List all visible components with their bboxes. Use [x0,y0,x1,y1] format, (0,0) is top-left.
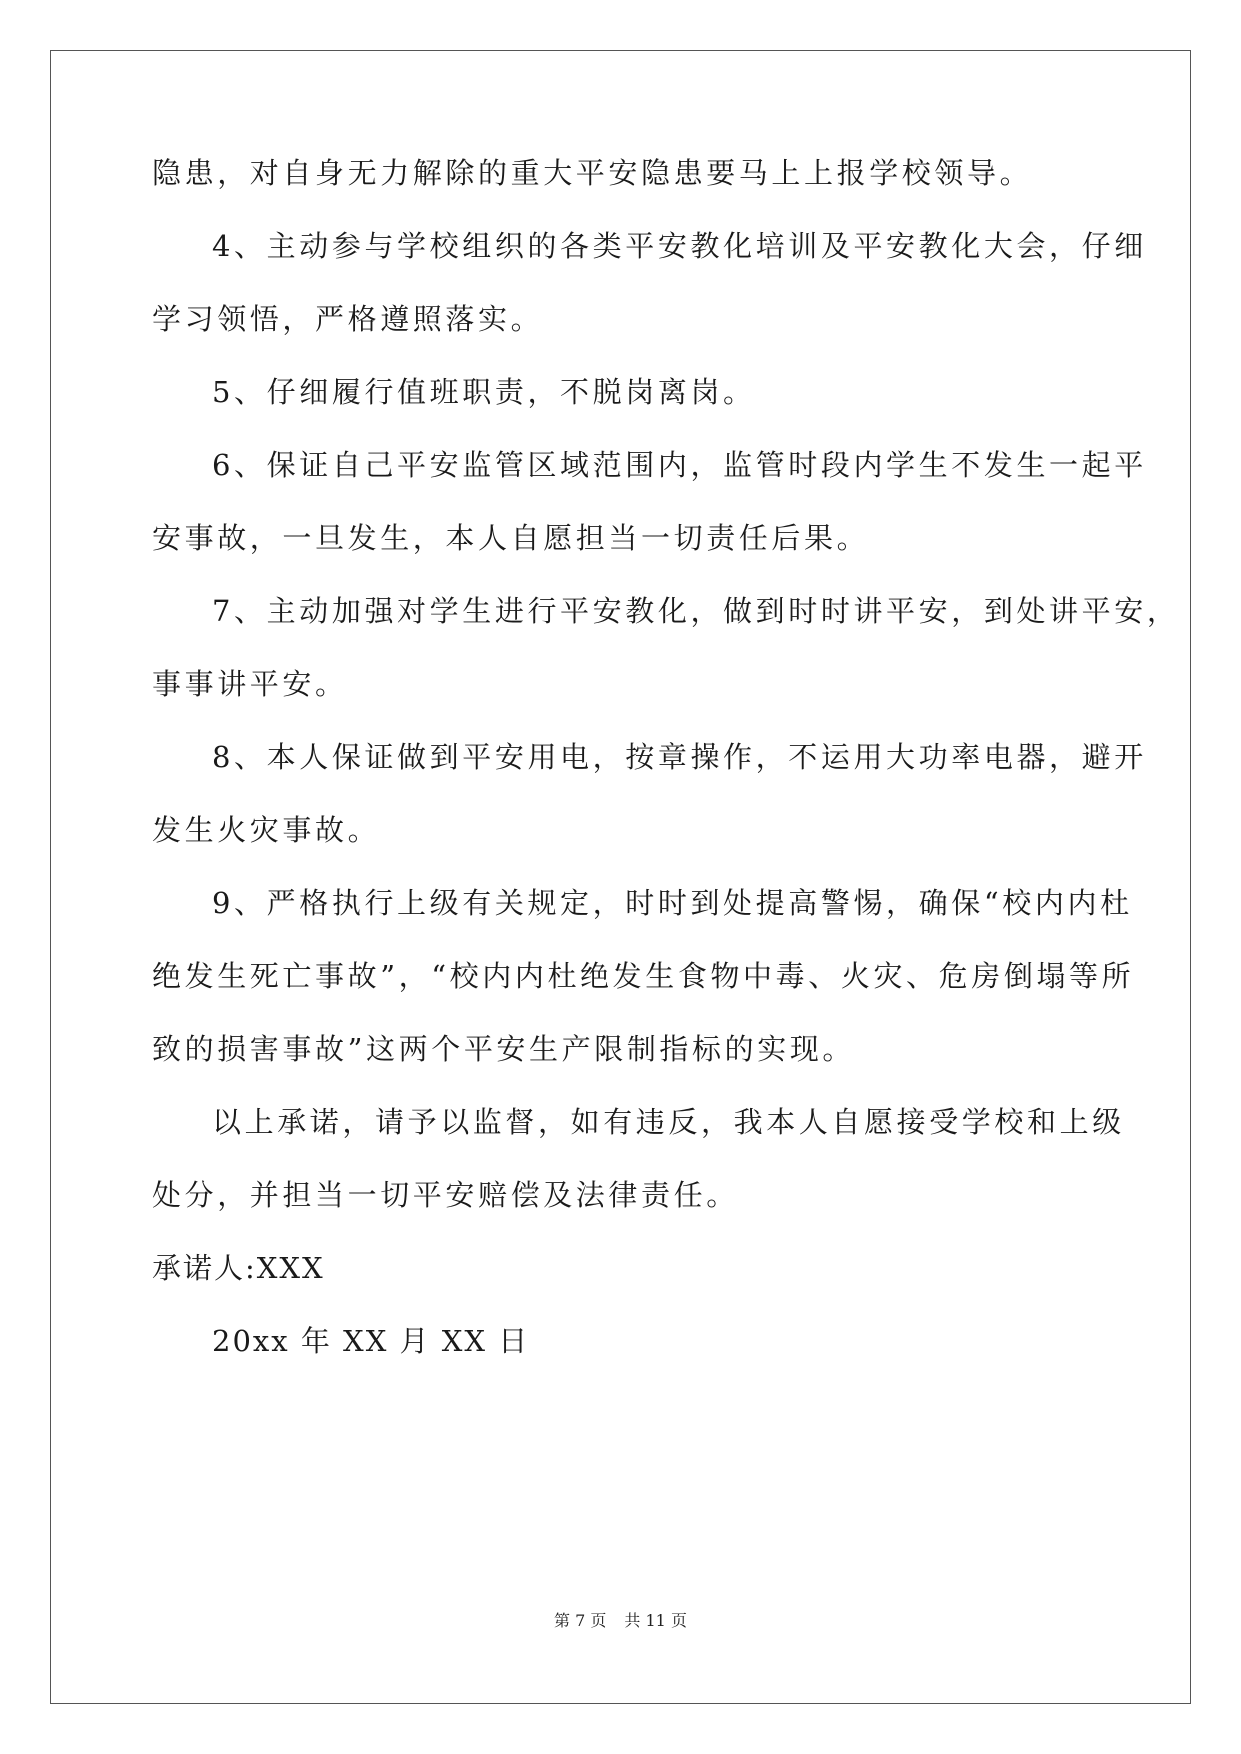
signer-line: 承诺人:XXX [152,1251,325,1285]
text-line: 8、本人保证做到平安用电，按章操作，不运用大功率电器，避开 [212,740,1147,774]
text-line: 5、仔细履行值班职责，不脱岗离岗。 [212,375,756,409]
text-line: 事事讲平安。 [152,667,348,701]
text-line: 发生火灾事故。 [152,813,381,847]
page-footer [0,1609,1241,1633]
text-line: 绝发生死亡事故”，“校内内杜绝发生食物中毒、火灾、危房倒塌等所 [152,959,1135,993]
page-number-current: 第 7 页 [554,1611,607,1630]
text-line: 9、严格执行上级有关规定，时时到处提高警惕，确保“校内内杜 [212,886,1133,920]
text-line: 7、主动加强对学生进行平安教化，做到时时讲平安，到处讲平安， [212,594,1180,628]
text-line: 处分，并担当一切平安赔偿及法律责任。 [152,1178,739,1212]
text-line: 学习领悟，严格遵照落实。 [152,302,544,336]
text-line: 隐患，对自身无力解除的重大平安隐患要马上上报学校领导。 [152,156,1033,190]
page-number-total: 共 11 页 [624,1611,687,1630]
text-line: 4、主动参与学校组织的各类平安教化培训及平安教化大会，仔细 [212,229,1147,263]
text-line: 以上承诺，请予以监督，如有违反，我本人自愿接受学校和上级 [212,1105,1125,1139]
text-line: 6、保证自己平安监管区域范围内，监管时段内学生不发生一起平 [212,448,1147,482]
date-line: 20xx 年 XX 月 XX 日 [212,1324,530,1358]
text-line: 致的损害事故”这两个平安生产限制指标的实现。 [152,1032,856,1066]
text-line: 安事故，一旦发生，本人自愿担当一切责任后果。 [152,521,870,555]
